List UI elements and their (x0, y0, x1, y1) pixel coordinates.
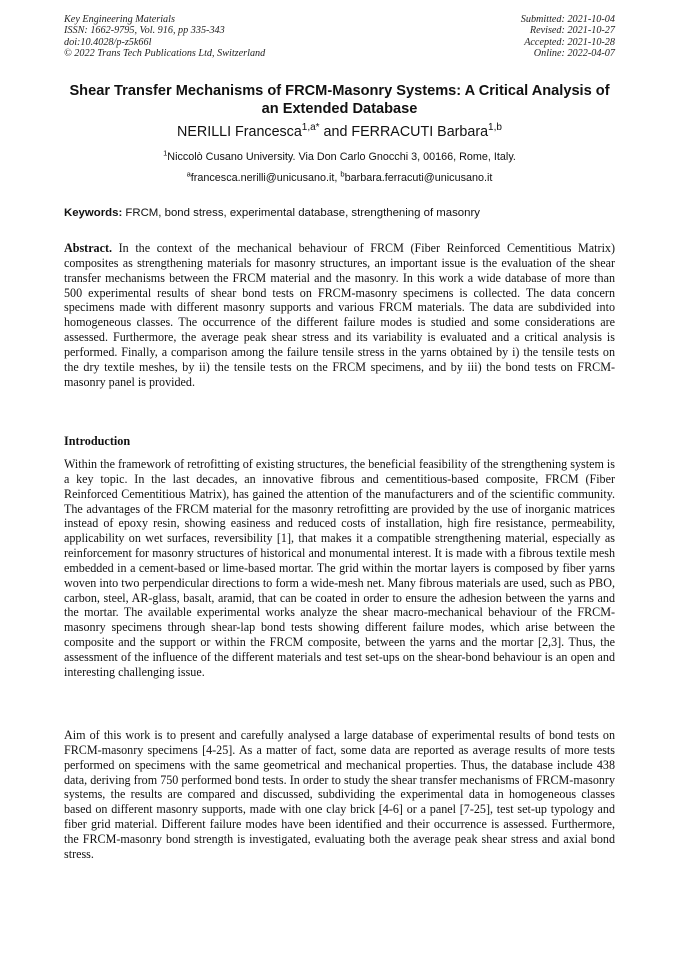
email-a: francesca.nerilli@unicusano.it, (190, 172, 341, 184)
author-1-affiliation-mark: 1,a* (301, 122, 320, 134)
journal-header-left (64, 14, 265, 59)
email-line (64, 169, 615, 185)
abstract-text: In the context of the mechanical behaviour of FRCM (Fiber Reinforced Cementitious Matrix) composites as strengthening materials for masonry structures, an important issue is the evaluation of the shear transfer mechanisms between the FRCM material and the masonry. In this work a wide database of more than 500 experimental results of shear bond tests on FRCM-masonry specimens is collected. The data concern specimens made with different masonry supports and various FRCM materials. The data are subdivided into homogeneous classes. The occurrence of the different failure modes is studied and some considerations are assessed. Furthermore, the average peak shear stress and its variability is evaluated and a critical analysis is performed. Finally, a comparison among the failure tensile stress in the yarns obtained by i) the tensile tests on the dry textile meshes, by ii) the tensile tests on the FRCM specimens, and by iii) the bond tests on FRCM-masonry panel is provided. (64, 241, 615, 389)
email-b: barbara.ferracuti@unicusano.it (344, 172, 493, 184)
paper-title: Shear Transfer Mechanisms of FRCM-Masonry Systems: A Critical Analysis of an Extended Database (69, 83, 610, 117)
author-line (64, 124, 615, 141)
keywords-text: FRCM, bond stress, experimental database, strengthening of masonry (122, 207, 480, 219)
keywords-label: Keywords: (64, 207, 123, 219)
journal-name: Key Engineering Materials (64, 14, 175, 25)
date-revised: Revised: 2021-10-27 (529, 25, 615, 37)
date-accepted: Accepted: 2021-10-28 (524, 36, 615, 48)
author-1: NERILLI Francesca (177, 124, 302, 140)
introduction-heading: Introduction (64, 434, 131, 448)
author-2-affiliation-mark: 1,b (488, 122, 502, 134)
journal-header-right (521, 14, 615, 59)
journal-doi: doi:10.4028/p-z5k66l (64, 36, 152, 48)
affiliation-line (64, 148, 615, 164)
affiliation-mark: 1 (163, 148, 168, 158)
date-online: Online: 2022-04-07 (533, 47, 615, 59)
introduction-paragraph-2: Aim of this work is to present and carefully analysed a large database of experimental results of bond tests on FRCM-masonry specimens [4-25]. As a matter of fact, some data are reported as average results of more tests performed on specimens with the same geometrical and mechanical properties. Thus, the database include 438 data, deriving from 750 performed bond tests. In order to study the shear transfer mechanisms of FRCM-masonry systems, the results are compared and discussed, subdividing the experimental data in homogeneous classes based on different masonry supports, made with one clay brick [4-6] or a panel [7-25], test set-up typology and fiber grid material. Different failure modes have been identified and their occurrence is assessed. Furthermore, the FRCM-masonry bond strength is investigated, evaluating both the average peak shear stress and axial bond stress. (64, 728, 615, 861)
introduction-paragraph-1: Within the framework of retrofitting of existing structures, the beneficial feasibility of the strengthening system is a key topic. In the last decades, an innovative fibrous and cementitious-based composite, FRCM (Fiber Reinforced Cementitious Matrix), has gained the attention of the manufacturers and of the scientific community. The advantages of the FRCM material for the masonry retrofitting are provided by the use of inorganic matrices instead of epoxy resin, showing easiness and reduced costs of installation, high fire resistance, permeability, applicability on wet surfaces, reversibility [1], that makes it a compatible strengthening material, especially as reinforcement for masonry structures of historical and monumental interest. It is made with a fibrous textile mesh embedded in a cement-based or lime-based mortar. The grid within the mortar layers is composed by fiber yarns woven into two perpendicular directions to form a wide-mesh net. Many fibrous materials are used, such as PBO, carbon, steel, AR-glass, basalt, aramid, that can be coated in order to ensure the adhesion between the yarns and the mortar. The available experimental works analyze the shear macro-mechanical behaviour of the FRCM-masonry specimens through shear-lap bond tests showing different failure modes, which arise between the composite and the support or within the FRCM composite, between the yarns and the mortar [2,3]. Thus, the assessment of the influence of the different materials and test set-ups on the shear-bond behaviour is an open and interesting challenging issue. (64, 457, 615, 679)
journal-issn: ISSN: 1662-9795, Vol. 916, pp 335-343 (64, 25, 225, 37)
email-a-mark: a (186, 169, 191, 179)
affiliation-text: Niccolò Cusano University. Via Don Carlo Gnocchi 3, 00166, Rome, Italy. (167, 151, 516, 163)
keywords (64, 206, 615, 220)
author-2: FERRACUTI Barbara (351, 124, 489, 140)
abstract-paragraph (64, 241, 615, 389)
author-joiner: and (319, 124, 352, 140)
journal-copyright: © 2022 Trans Tech Publications Ltd, Switzerland (64, 47, 266, 59)
date-submitted: Submitted: 2021-10-04 (520, 14, 615, 25)
email-b-mark: b (340, 169, 345, 179)
abstract-label: Abstract. (64, 241, 113, 255)
